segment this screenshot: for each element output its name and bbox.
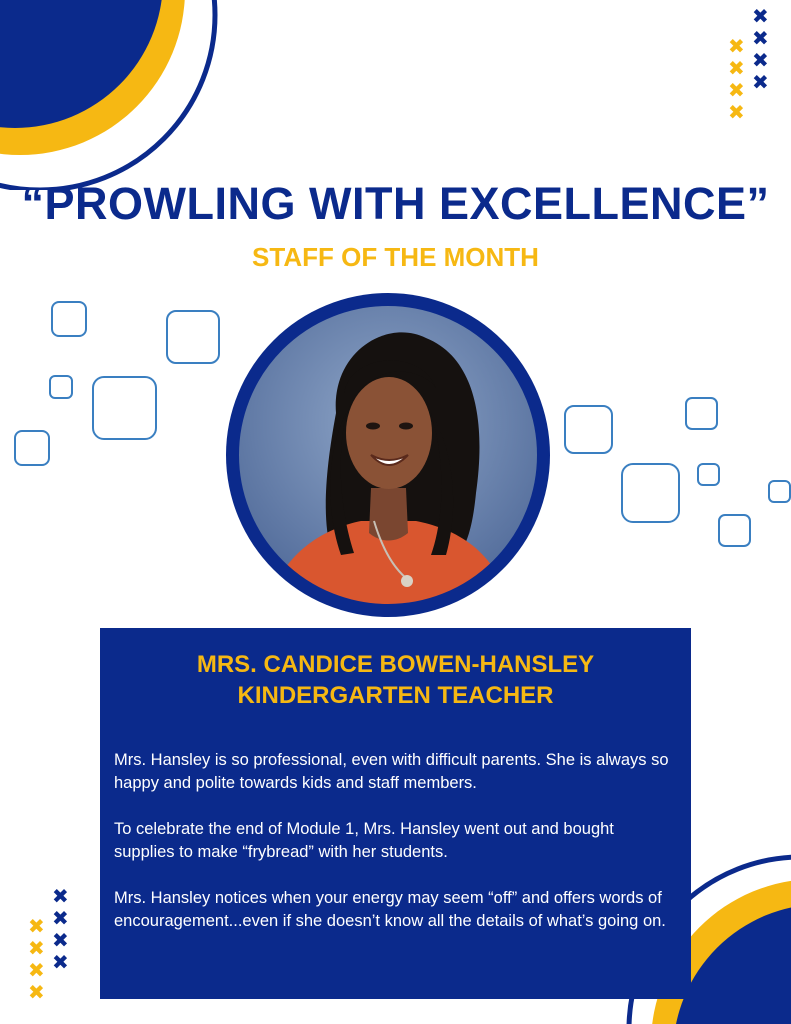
rounded-square-shape — [15, 431, 49, 465]
rounded-square-shape — [698, 464, 719, 485]
cross-icon: ✖ — [28, 916, 45, 938]
staff-info-panel — [100, 628, 691, 999]
cross-icon: ✖ — [752, 6, 769, 28]
cross-icon: ✖ — [728, 36, 745, 58]
staff-portrait — [226, 293, 550, 617]
rounded-square-shape — [167, 311, 219, 363]
rounded-square-shape — [93, 377, 156, 439]
rounded-square-shape — [52, 302, 86, 336]
cross-icon: ✖ — [52, 930, 69, 952]
staff-name: MRS. CANDICE BOWEN-HANSLEY — [196, 651, 595, 678]
rounded-square-shape — [565, 406, 612, 453]
rounded-square-shape — [769, 481, 790, 502]
cross-icon: ✖ — [752, 72, 769, 94]
portrait-illustration — [226, 293, 550, 617]
rounded-square-shape — [719, 515, 750, 546]
description-paragraph: Mrs. Hansley notices when your energy may seem “off” and offers words of encouragement...even if she doesn’t know all the details of what’s going on. — [114, 889, 666, 930]
cross-icon: ✖ — [52, 886, 69, 908]
cross-icon: ✖ — [728, 80, 745, 102]
cross-icon: ✖ — [52, 908, 69, 930]
cross-icon: ✖ — [28, 938, 45, 960]
cross-icon: ✖ — [28, 982, 45, 1004]
cross-icon: ✖ — [752, 50, 769, 72]
cross-icon: ✖ — [28, 960, 45, 982]
staff-description — [114, 749, 677, 933]
cross-icon: ✖ — [52, 952, 69, 974]
cross-icon: ✖ — [752, 28, 769, 50]
cross-icon: ✖ — [728, 102, 745, 124]
description-paragraph: To celebrate the end of Module 1, Mrs. Hansley went out and bought supplies to make “frybread” with her students. — [114, 820, 614, 861]
page-title: “PROWLING WITH EXCELLENCE” — [21, 178, 770, 229]
cross-icon: ✖ — [728, 58, 745, 80]
rounded-square-shape — [622, 464, 679, 522]
page-subtitle: STAFF OF THE MONTH — [252, 242, 539, 272]
rounded-square-shape — [686, 398, 717, 429]
description-paragraph: Mrs. Hansley is so professional, even with difficult parents. She is always so happy and polite towards kids and staff members. — [114, 751, 669, 792]
staff-role: KINDERGARTEN TEACHER — [237, 682, 554, 709]
rounded-square-shape — [50, 376, 72, 398]
